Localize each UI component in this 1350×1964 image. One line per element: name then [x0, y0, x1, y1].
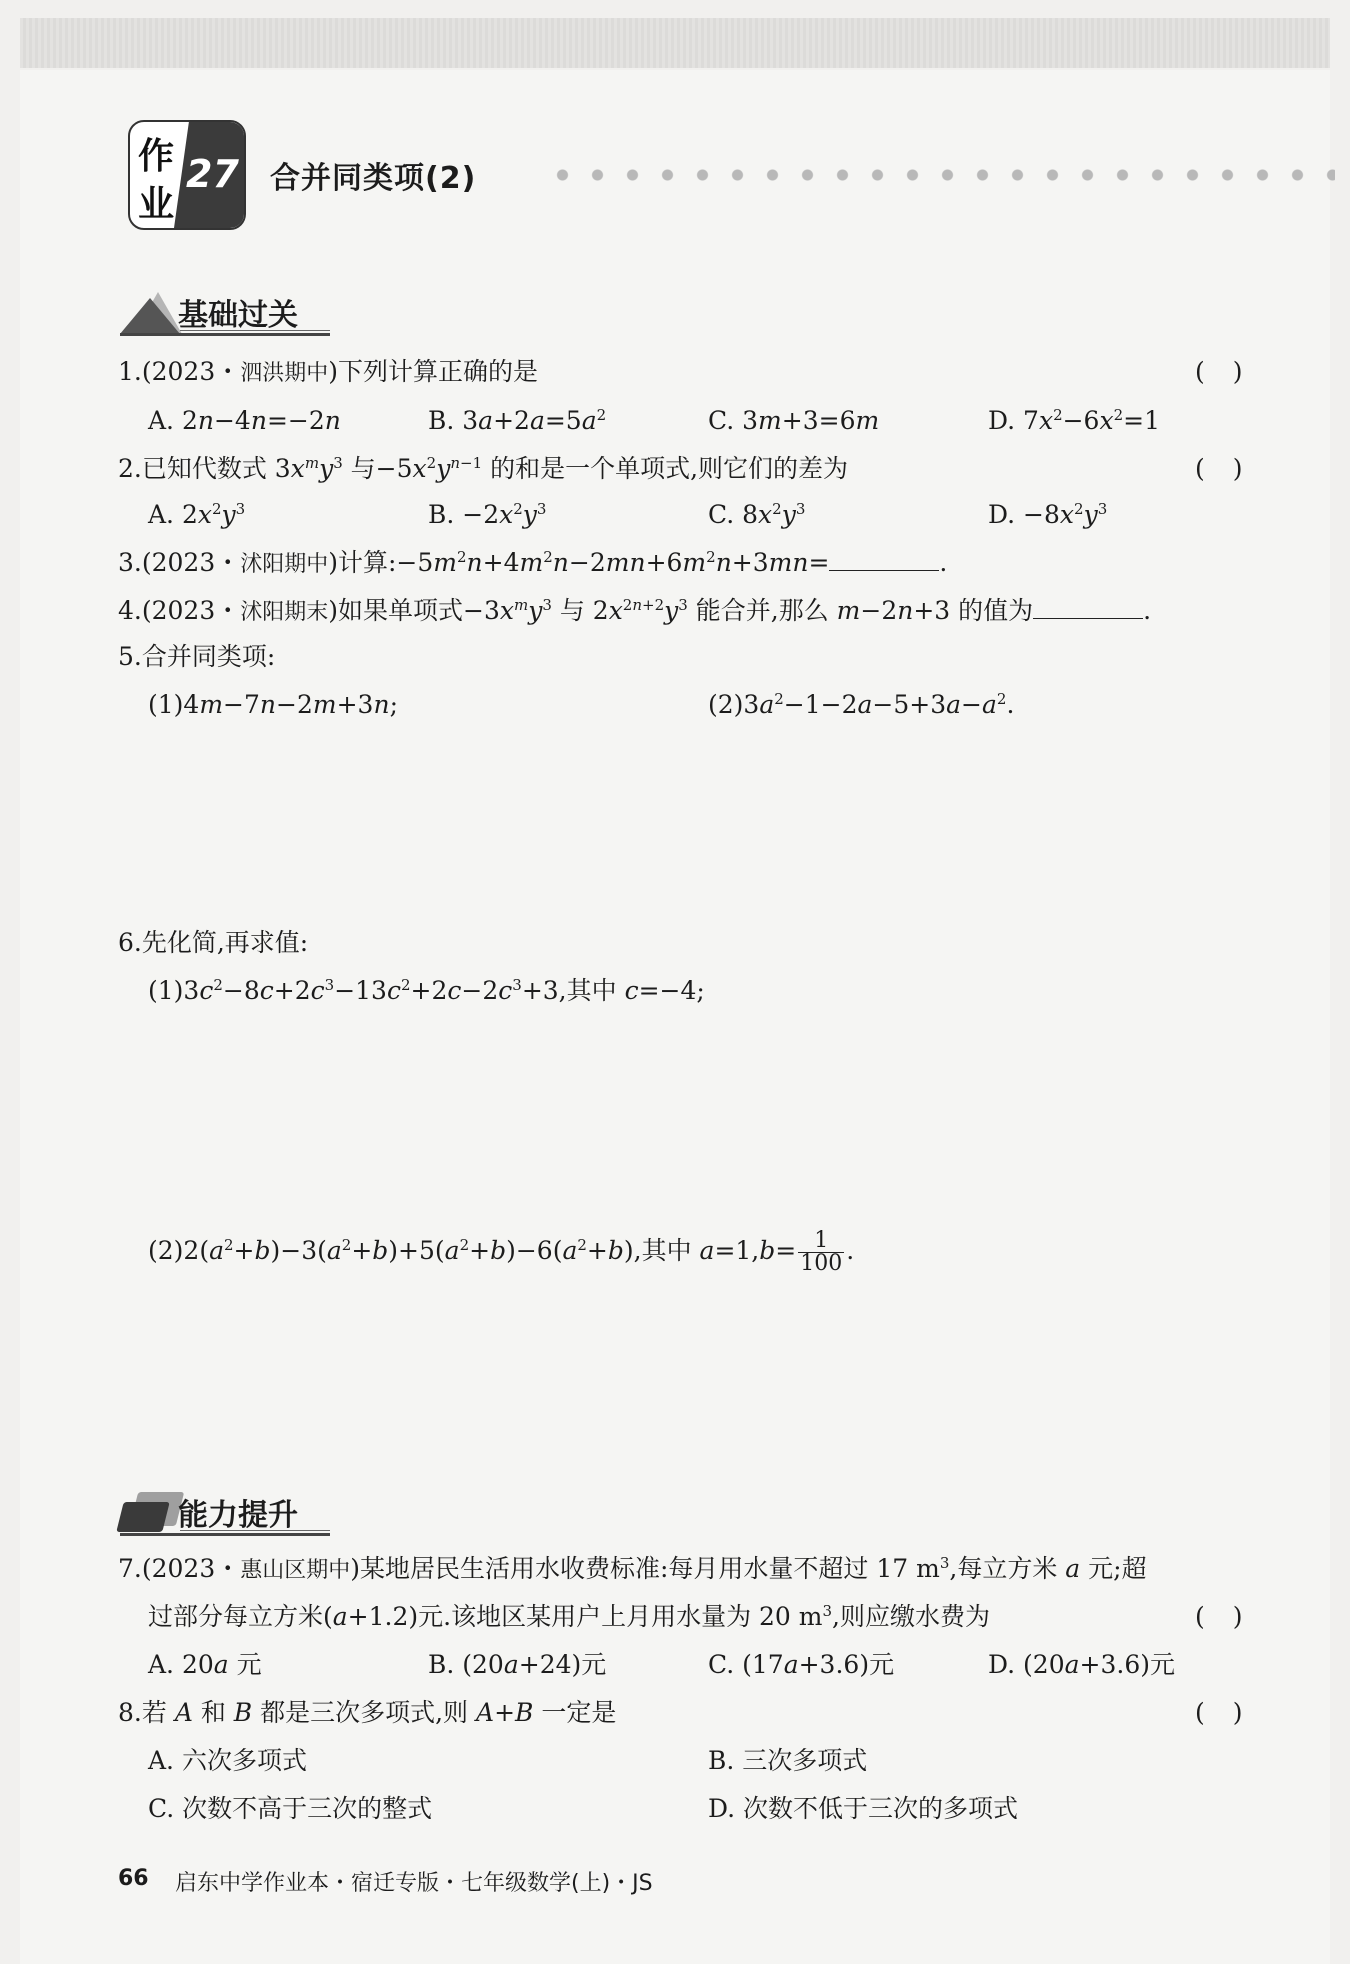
q7-option-d[interactable]: D. (20a+3.6)元	[988, 1650, 1175, 1679]
q6-part2: $(2)2(a^2+b)-3(a^2+b)+5(a^2+b)-6(a^2+b)$,其中 a=1,b= $\frac{1}{100}$ .	[148, 1228, 855, 1276]
q7-option-a[interactable]: A. 20a 元	[148, 1650, 262, 1679]
q7-option-c[interactable]: C. (17a+3.6)元	[708, 1650, 895, 1679]
q7-stem-line1: 7.(2023・惠山区期中)某地居民生活用水收费标准:每月用水量不超过 17 $m^3$,每立方米 a 元;超	[118, 1554, 1147, 1583]
q7-option-b[interactable]: B. (20a+24)元	[428, 1650, 607, 1679]
page-number: 66	[118, 1866, 149, 1891]
q1-option-d[interactable]: D. $7x^2-6x^2=1$	[988, 406, 1160, 435]
badge-char-1: 作	[138, 136, 175, 177]
q2-option-b[interactable]: B. $-2x^2y^3$	[428, 500, 547, 529]
q8-stem: 8.若 A 和 B 都是三次多项式,则 A+B 一定是	[118, 1698, 617, 1727]
page-title: 合并同类项(2)	[270, 161, 477, 196]
q2-stem: 2.已知代数式 $3x^my^3$ 与$-5x^2y^{n-1}$ 的和是一个单项式,则它们的差为	[118, 454, 849, 483]
section-label: 能力提升	[178, 1498, 298, 1533]
scan-top-band	[20, 18, 1330, 68]
q2-option-a[interactable]: A. $2x^2y^3$	[148, 500, 246, 529]
q7-stem-line2: 过部分每立方米(a+1.2)元.该地区某用户上月用水量为 20 $m^3$,则应缴水费为	[148, 1602, 990, 1631]
q4-stem: 4.(2023・沭阳期末)如果单项式$-3x^my^3$ 与 $2x^{2n+2}y^3$ 能合并,那么 m−2n+3 的值为 .	[118, 596, 1152, 625]
q8-option-c[interactable]: C. 次数不高于三次的整式	[148, 1794, 433, 1823]
q2-option-c[interactable]: C. $8x^2y^3$	[708, 500, 806, 529]
book-title: 启东中学作业本・宿迁专版・七年级数学(上)・JS	[175, 1871, 653, 1896]
q1-option-a[interactable]: A. 2n−4n=−2n	[148, 406, 341, 435]
q8-answer-paren[interactable]: ( )	[1195, 1698, 1253, 1727]
block-icon	[116, 1502, 169, 1532]
q1-option-b[interactable]: B. $3a+2a=5a^2$	[428, 406, 607, 435]
q5-stem: 5.合并同类项:	[118, 642, 276, 671]
mountain-icon-front	[120, 298, 180, 334]
q1-answer-paren[interactable]: ( )	[1195, 357, 1253, 386]
q3-answer-blank[interactable]	[829, 550, 939, 571]
homework-badge	[128, 120, 246, 230]
q1-option-c[interactable]: C. 3m+3=6m	[708, 406, 880, 435]
q8-option-a[interactable]: A. 六次多项式	[148, 1746, 307, 1775]
section-header-basic	[120, 290, 330, 336]
q2-answer-paren[interactable]: ( )	[1195, 454, 1253, 483]
q2-option-d[interactable]: D. $-8x^2y^3$	[988, 500, 1108, 529]
section-header-advanced	[120, 1490, 330, 1536]
q6-stem: 6.先化简,再求值:	[118, 928, 309, 957]
q4-answer-blank[interactable]	[1033, 598, 1143, 619]
badge-number: 27	[186, 152, 239, 196]
fraction: $\frac{1}{100}$	[800, 1228, 843, 1276]
title-dot-rule	[545, 168, 1335, 182]
q5-part1: (1)4m−7n−2m+3n;	[148, 690, 398, 719]
badge-char-2: 业	[138, 184, 175, 225]
q8-option-d[interactable]: D. 次数不低于三次的多项式	[708, 1794, 1019, 1823]
q1-stem: 1.(2023・泗洪期中)下列计算正确的是	[118, 357, 539, 386]
q6-part1: $(1)3c^2-8c+2c^3-13c^2+2c-2c^3+3$,其中 c=−4;	[148, 976, 705, 1005]
section-label: 基础过关	[178, 298, 298, 333]
q7-answer-paren[interactable]: ( )	[1195, 1602, 1253, 1631]
q5-part2: $(2)3a^2-1-2a-5+3a-a^2$.	[708, 690, 1015, 719]
q8-option-b[interactable]: B. 三次多项式	[708, 1746, 868, 1775]
q3-stem: 3.(2023・沭阳期中)计算$:-5m^2n+4m^2n-2mn+6m^2n+3mn=$ .	[118, 548, 948, 577]
